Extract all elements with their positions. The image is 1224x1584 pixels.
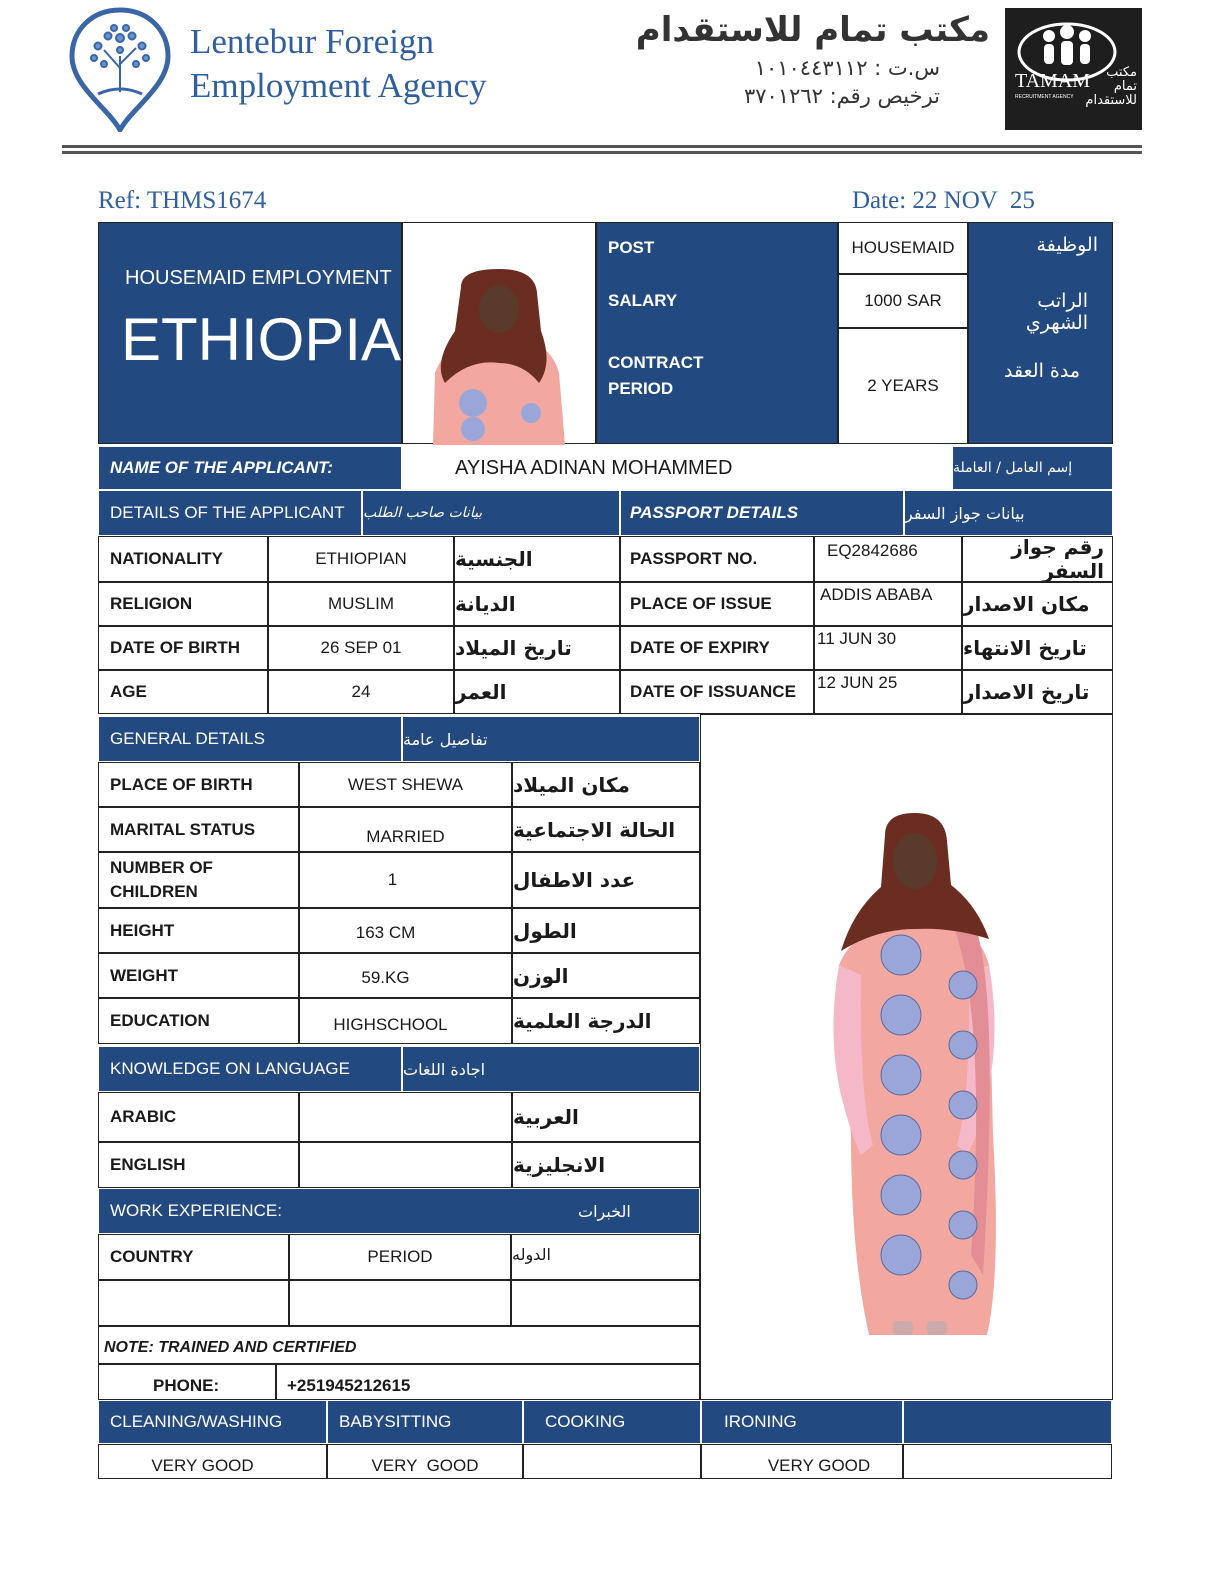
- passport-value-place: ADDIS ABABA: [814, 582, 962, 626]
- general-arabic-children: عدد الاطفال: [512, 852, 700, 908]
- general-arabic-marital: الحالة الاجتماعية: [512, 807, 700, 852]
- header-divider: [62, 145, 1142, 148]
- passport-label-place: PLACE OF ISSUE: [620, 582, 814, 626]
- passport-header-text: PASSPORT DETAILS: [630, 503, 799, 522]
- detail-label-dob: DATE OF BIRTH: [98, 626, 268, 670]
- work-column-period: PERIOD: [289, 1234, 511, 1280]
- details-header-text: DETAILS OF THE APPLICANT: [110, 503, 345, 522]
- ref-number: Ref: THMS1674: [98, 187, 267, 214]
- agency-name-line2: Employment Agency: [190, 66, 487, 105]
- detail-label-religion: RELIGION: [98, 582, 268, 626]
- phone-value: +251945212615: [276, 1364, 700, 1400]
- general-label-place-of-birth: PLACE OF BIRTH: [98, 762, 299, 807]
- skill-label-ironing: IRONING: [701, 1400, 903, 1444]
- language-label-english: ENGLISH: [98, 1142, 299, 1188]
- applicant-name-label-text: NAME OF THE APPLICANT:: [110, 458, 333, 477]
- job-contract-arabic: مدة العقد: [1004, 360, 1080, 382]
- general-label-weight: WEIGHT: [98, 953, 299, 998]
- skill-value-ironing: VERY GOOD: [701, 1444, 903, 1479]
- applicant-name: AYISHA ADINAN MOHAMMED: [402, 446, 952, 490]
- general-header-text: GENERAL DETAILS: [110, 729, 265, 748]
- detail-value-religion: MUSLIM: [268, 582, 454, 626]
- passport-arabic-expiry: تاريخ الانتهاء: [962, 626, 1113, 670]
- document-date: Date: 22 NOV 25: [852, 187, 1035, 214]
- work-column-country: COUNTRY: [98, 1234, 289, 1280]
- passport-value-number: EQ2842686: [814, 536, 962, 582]
- passport-header: [620, 490, 904, 536]
- detail-arabic-religion: الديانة: [454, 582, 620, 626]
- detail-value-dob: 26 SEP 01: [268, 626, 454, 670]
- passport-header-arabic: بيانات جواز السفر: [904, 490, 1113, 536]
- employment-banner: [98, 222, 402, 444]
- lentebur-logo: [68, 6, 172, 132]
- work-row-period: [289, 1280, 511, 1326]
- job-salary-label: SALARY: [608, 291, 678, 310]
- general-header-arabic: تفاصيل عامة: [402, 716, 700, 762]
- passport-label-issuance: DATE OF ISSUANCE: [620, 670, 814, 714]
- language-value-english: [299, 1142, 512, 1188]
- work-header-arabic: الخبرات: [578, 1188, 700, 1234]
- work-column-arabic: الدوله: [511, 1234, 700, 1280]
- detail-label-age: AGE: [98, 670, 268, 714]
- applicant-name-label: [98, 446, 402, 490]
- passport-label-number: PASSPORT NO.: [620, 536, 814, 582]
- skill-label-cleaning: CLEANING/WASHING: [98, 1400, 327, 1444]
- job-contract-label: CONTRACT PERIOD: [608, 353, 704, 398]
- detail-arabic-age: العمر: [454, 670, 620, 714]
- job-salary-value: 1000 SAR: [838, 274, 968, 328]
- general-label-marital: MARITAL STATUS: [98, 807, 299, 852]
- job-post-label: POST: [608, 238, 655, 257]
- skill-value-blank: [903, 1444, 1112, 1479]
- language-label-arabic: ARABIC: [98, 1092, 299, 1142]
- job-post-arabic: الوظيفة: [1036, 234, 1098, 256]
- skill-value-cooking: [523, 1444, 701, 1479]
- job-salary-arabic: الراتب الشهري: [1025, 290, 1088, 334]
- general-arabic-weight: الوزن: [512, 953, 700, 998]
- skill-value-babysitting: VERY GOOD: [327, 1444, 523, 1479]
- arabic-cr-number: س.ت : ١٠١٠٤٤٣١١٢: [754, 56, 940, 80]
- tamam-logo: [1005, 8, 1142, 130]
- banner-subtitle: HOUSEMAID EMPLOYMENT: [125, 267, 392, 289]
- note: NOTE: TRAINED AND CERTIFIED: [98, 1326, 700, 1364]
- general-label-height: HEIGHT: [98, 908, 299, 953]
- general-arabic-place-of-birth: مكان الميلاد: [512, 762, 700, 807]
- arabic-license-number: ترخيص رقم: ٣٧٠١٢٦٢: [743, 84, 940, 108]
- passport-arabic-issuance: تاريخ الاصدار: [962, 670, 1113, 714]
- job-post-value: HOUSEMAID: [838, 222, 968, 274]
- details-header: [98, 490, 362, 536]
- skill-label-blank: [903, 1400, 1112, 1444]
- work-header-text: WORK EXPERIENCE:: [110, 1201, 282, 1220]
- arabic-office-name: مكتب تمام للاستقدام: [635, 10, 990, 50]
- applicant-photo-small: [402, 222, 596, 444]
- detail-arabic-dob: تاريخ الميلاد: [454, 626, 620, 670]
- skill-label-cooking: COOKING: [523, 1400, 701, 1444]
- general-value-weight: 59.KG: [299, 953, 512, 998]
- skill-value-cleaning: VERY GOOD: [98, 1444, 327, 1479]
- applicant-name-arabic: إسم العامل / العاملة: [952, 446, 1113, 490]
- work-row-country: [98, 1280, 289, 1326]
- passport-arabic-place: مكان الاصدار: [962, 582, 1113, 626]
- general-value-place-of-birth: WEST SHEWA: [299, 762, 512, 807]
- general-value-education: HIGHSCHOOL: [299, 998, 512, 1044]
- passport-arabic-number: رقم جواز السفر: [962, 536, 1113, 582]
- language-header-text: KNOWLEDGE ON LANGUAGE: [110, 1059, 350, 1078]
- language-header-arabic: اجادة اللغات: [402, 1046, 700, 1092]
- phone-label: PHONE:: [98, 1364, 276, 1400]
- general-value-marital: MARRIED: [299, 807, 512, 852]
- general-label-children: NUMBER OF CHILDREN: [98, 852, 299, 908]
- general-value-height: 163 CM: [299, 908, 512, 953]
- banner-country: ETHIOPIA: [121, 306, 402, 373]
- language-header: [98, 1046, 402, 1092]
- work-header: [98, 1188, 578, 1234]
- detail-label-nationality: NATIONALITY: [98, 536, 268, 582]
- language-value-arabic: [299, 1092, 512, 1142]
- tamam-logo-arabic: مكتب تمام للاستقدام: [1085, 65, 1137, 108]
- skill-label-babysitting: BABYSITTING: [327, 1400, 523, 1444]
- detail-value-nationality: ETHIOPIAN: [268, 536, 454, 582]
- header-divider-2: [62, 151, 1142, 154]
- general-label-education: EDUCATION: [98, 998, 299, 1044]
- agency-name-line1: Lentebur Foreign: [190, 22, 434, 61]
- detail-value-age: 24: [268, 670, 454, 714]
- details-header-arabic: بيانات صاحب الطلب: [362, 490, 620, 536]
- passport-value-expiry: 11 JUN 30: [814, 626, 962, 670]
- language-arabic-arabic: العربية: [512, 1092, 700, 1142]
- tamam-logo-text: TAMAM: [1015, 70, 1091, 92]
- work-row-arabic: [511, 1280, 700, 1326]
- passport-value-issuance: 12 JUN 25: [814, 670, 962, 714]
- passport-label-expiry: DATE OF EXPIRY: [620, 626, 814, 670]
- tree-pin-icon: [68, 6, 172, 132]
- detail-arabic-nationality: الجنسية: [454, 536, 620, 582]
- general-header: [98, 716, 402, 762]
- general-arabic-education: الدرجة العلمية: [512, 998, 700, 1044]
- general-arabic-height: الطول: [512, 908, 700, 953]
- tamam-logo-sub: RECRUITMENT AGENCY: [1015, 94, 1074, 100]
- general-value-children: 1: [299, 852, 512, 908]
- language-arabic-english: الانجليزية: [512, 1142, 700, 1188]
- applicant-photo-full: [700, 714, 1113, 1400]
- job-contract-value: 2 YEARS: [838, 328, 968, 444]
